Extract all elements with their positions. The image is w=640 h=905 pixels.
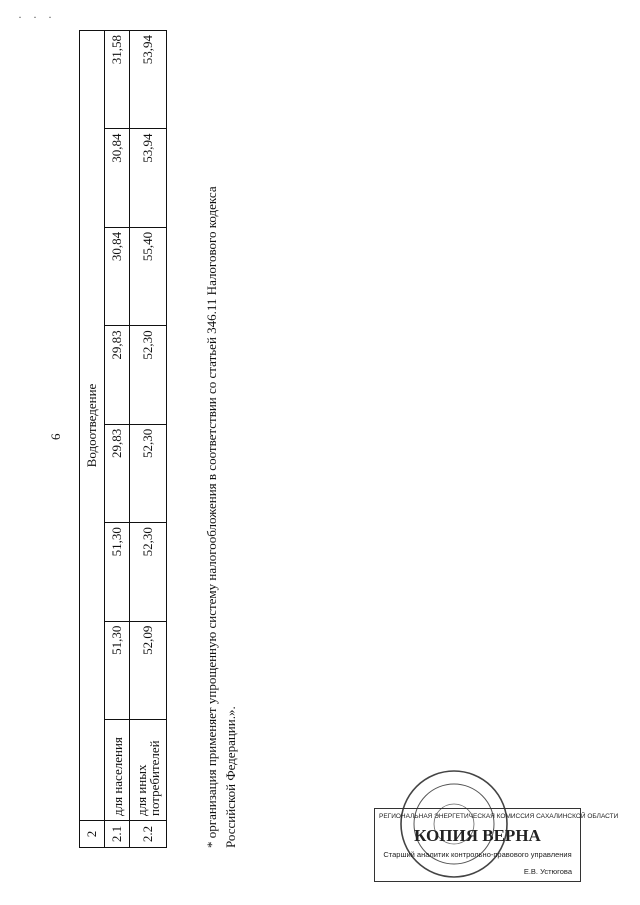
stamp-position: Старший аналитик контрольно-правового управления — [383, 850, 572, 859]
table-row — [130, 31, 167, 848]
stamp-signer: Е.В. Устюгова — [523, 867, 572, 876]
row-name: для населения — [105, 720, 130, 821]
value-cell: 51,30 — [105, 621, 130, 719]
copy-certified-stamp — [374, 808, 619, 882]
row-name: для иных потребителей — [130, 720, 167, 821]
page-number: 6 — [48, 433, 63, 440]
corner-mark: · · · — [18, 10, 56, 24]
value-cell: 30,84 — [105, 227, 130, 325]
row-index: 2.1 — [105, 821, 130, 848]
value-cell: 53,94 — [130, 129, 167, 227]
footnote: * организация применяет упрощенную систему налогообложения в соответствии со статьей 346.11 Налогового кодекса Российской Федерации.». — [204, 186, 238, 848]
header-index-cell: 2 — [80, 821, 105, 848]
tariff-table — [79, 30, 167, 848]
value-cell: 30,84 — [105, 129, 130, 227]
value-cell: 29,83 — [105, 424, 130, 522]
value-cell: 52,30 — [130, 424, 167, 522]
table-row — [105, 31, 130, 848]
value-cell: 51,30 — [105, 523, 130, 621]
value-cell: 52,09 — [130, 621, 167, 719]
stamp-title: КОПИЯ ВЕРНА — [414, 826, 541, 845]
value-cell: 55,40 — [130, 227, 167, 325]
rotated-page-content — [20, 20, 620, 880]
value-cell: 29,83 — [105, 326, 130, 424]
row-index: 2.2 — [130, 821, 167, 848]
value-cell: 52,30 — [130, 326, 167, 424]
value-cell: 53,94 — [130, 31, 167, 129]
value-cell: 31,58 — [105, 31, 130, 129]
value-cell: 52,30 — [130, 523, 167, 621]
section-title: Водоотведение — [80, 31, 105, 821]
table-header-row — [80, 31, 105, 848]
stamp-header: РЕГИОНАЛЬНАЯ ЭНЕРГЕТИЧЕСКАЯ КОМИССИЯ САХАЛИНСКОЙ ОБЛАСТИ — [379, 813, 619, 820]
